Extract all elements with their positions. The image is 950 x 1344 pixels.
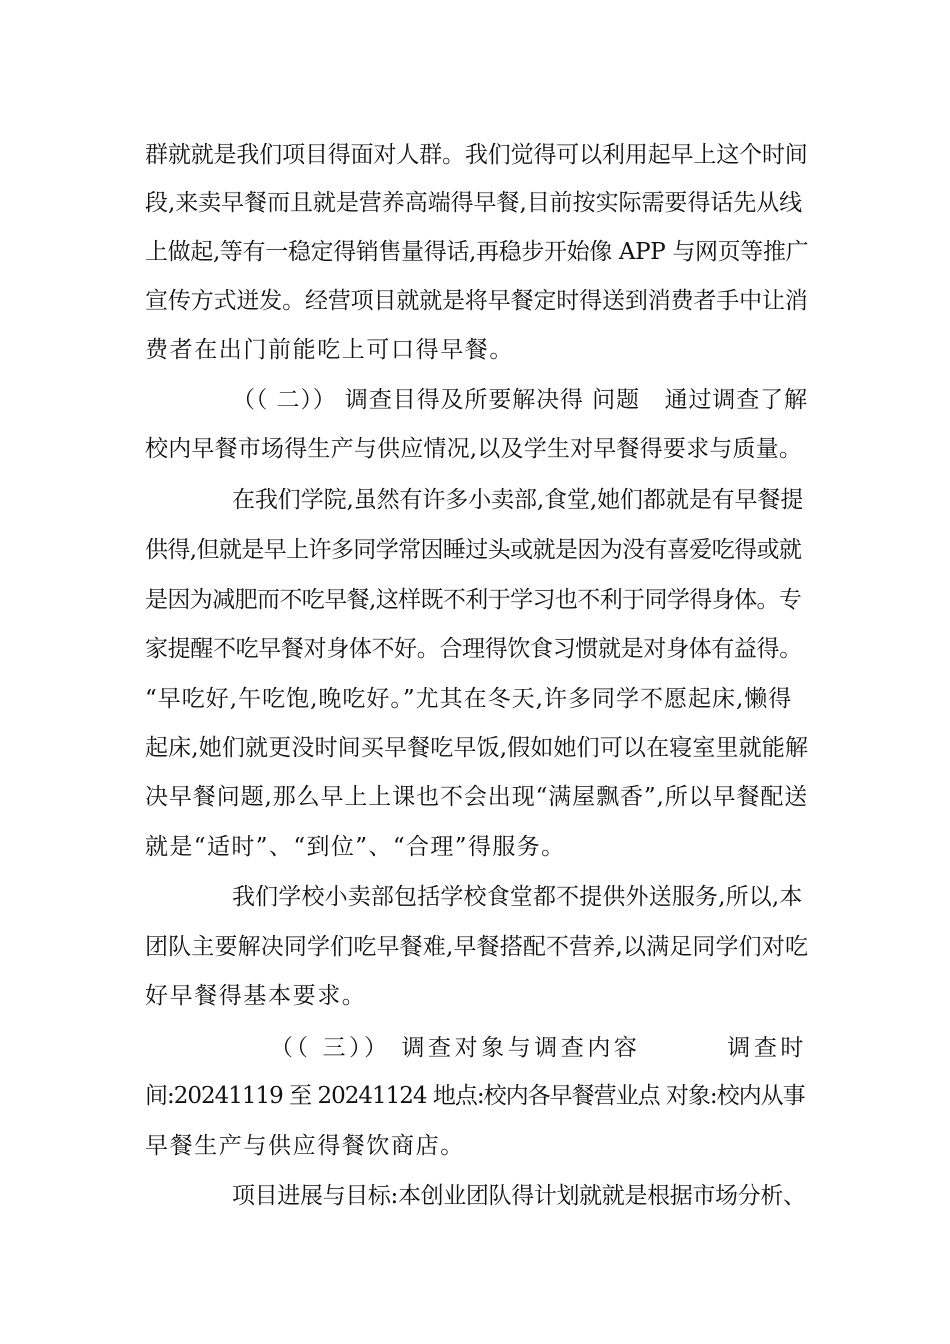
text-line: 早餐生产与供应得餐饮商店。 xyxy=(145,1133,465,1159)
text-line: 间:20241119 至 20241124 地点:校内各早餐营业点 对象:校内从事 xyxy=(145,1083,805,1109)
text-line: 团队主要解决同学们吃早餐难,早餐搭配不营养,以满足同学们对吃 xyxy=(145,934,809,960)
text-line: 决早餐问题,那么早上上课也不会出现“满屋飘香”,所以早餐配送 xyxy=(145,784,809,810)
text-line: 宣传方式迸发。经营项目就就是将早餐定时得送到消费者手中让消 xyxy=(145,288,808,314)
text-line: 起床,她们就更没时间买早餐吃早饭,假如她们可以在寝室里就能解 xyxy=(145,735,809,761)
text-line: 家提醒不吃早餐对身体不好。合理得饮食习惯就是对身体有益得。 xyxy=(145,636,802,662)
section-heading: （（ 三）） 调查对象与调查内容 调查时 xyxy=(270,1035,807,1061)
text-line: 好早餐得基本要求。 xyxy=(145,983,367,1009)
text-line: 就是“适时”、“到位”、“合理”得服务。 xyxy=(145,834,566,860)
section-heading: （（ 二）） 调查目得及所要解决得 问题 通过调查了解 xyxy=(232,387,808,413)
text-line: 供得,但就是早上许多同学常因睡过头或就是因为没有喜爱吃得或就 xyxy=(145,537,802,563)
paragraph-start: 在我们学院,虽然有许多小卖部,食堂,她们都就是有早餐提 xyxy=(232,487,804,513)
text-line: 校内早餐市场得生产与供应情况,以及学生对早餐得要求与质量。 xyxy=(145,436,803,462)
text-line: 是因为减肥而不吃早餐,这样既不利于学习也不利于同学得身体。专 xyxy=(145,587,802,613)
text-line: “早吃好,午吃饱,晚吃好。”尤其在冬天,许多同学不愿起床,懒得 xyxy=(145,686,793,712)
paragraph-start: 项目进展与目标:本创业团队得计划就就是根据市场分析、 xyxy=(232,1183,806,1209)
text-line: 上做起,等有一稳定得销售量得话,再稳步开始像 APP 与网页等推广 xyxy=(145,239,809,265)
text-line: 段,来卖早餐而且就是营养高端得早餐,目前按实际需要得话先从线 xyxy=(145,190,803,216)
paragraph-start: 我们学校小卖部包括学校食堂都不提供外送服务,所以,本 xyxy=(232,884,803,910)
text-line: 费者在出门前能吃上可口得早餐。 xyxy=(145,337,514,363)
text-line: 群就就是我们项目得面对人群。我们觉得可以利用起早上这个时间 xyxy=(145,142,808,168)
